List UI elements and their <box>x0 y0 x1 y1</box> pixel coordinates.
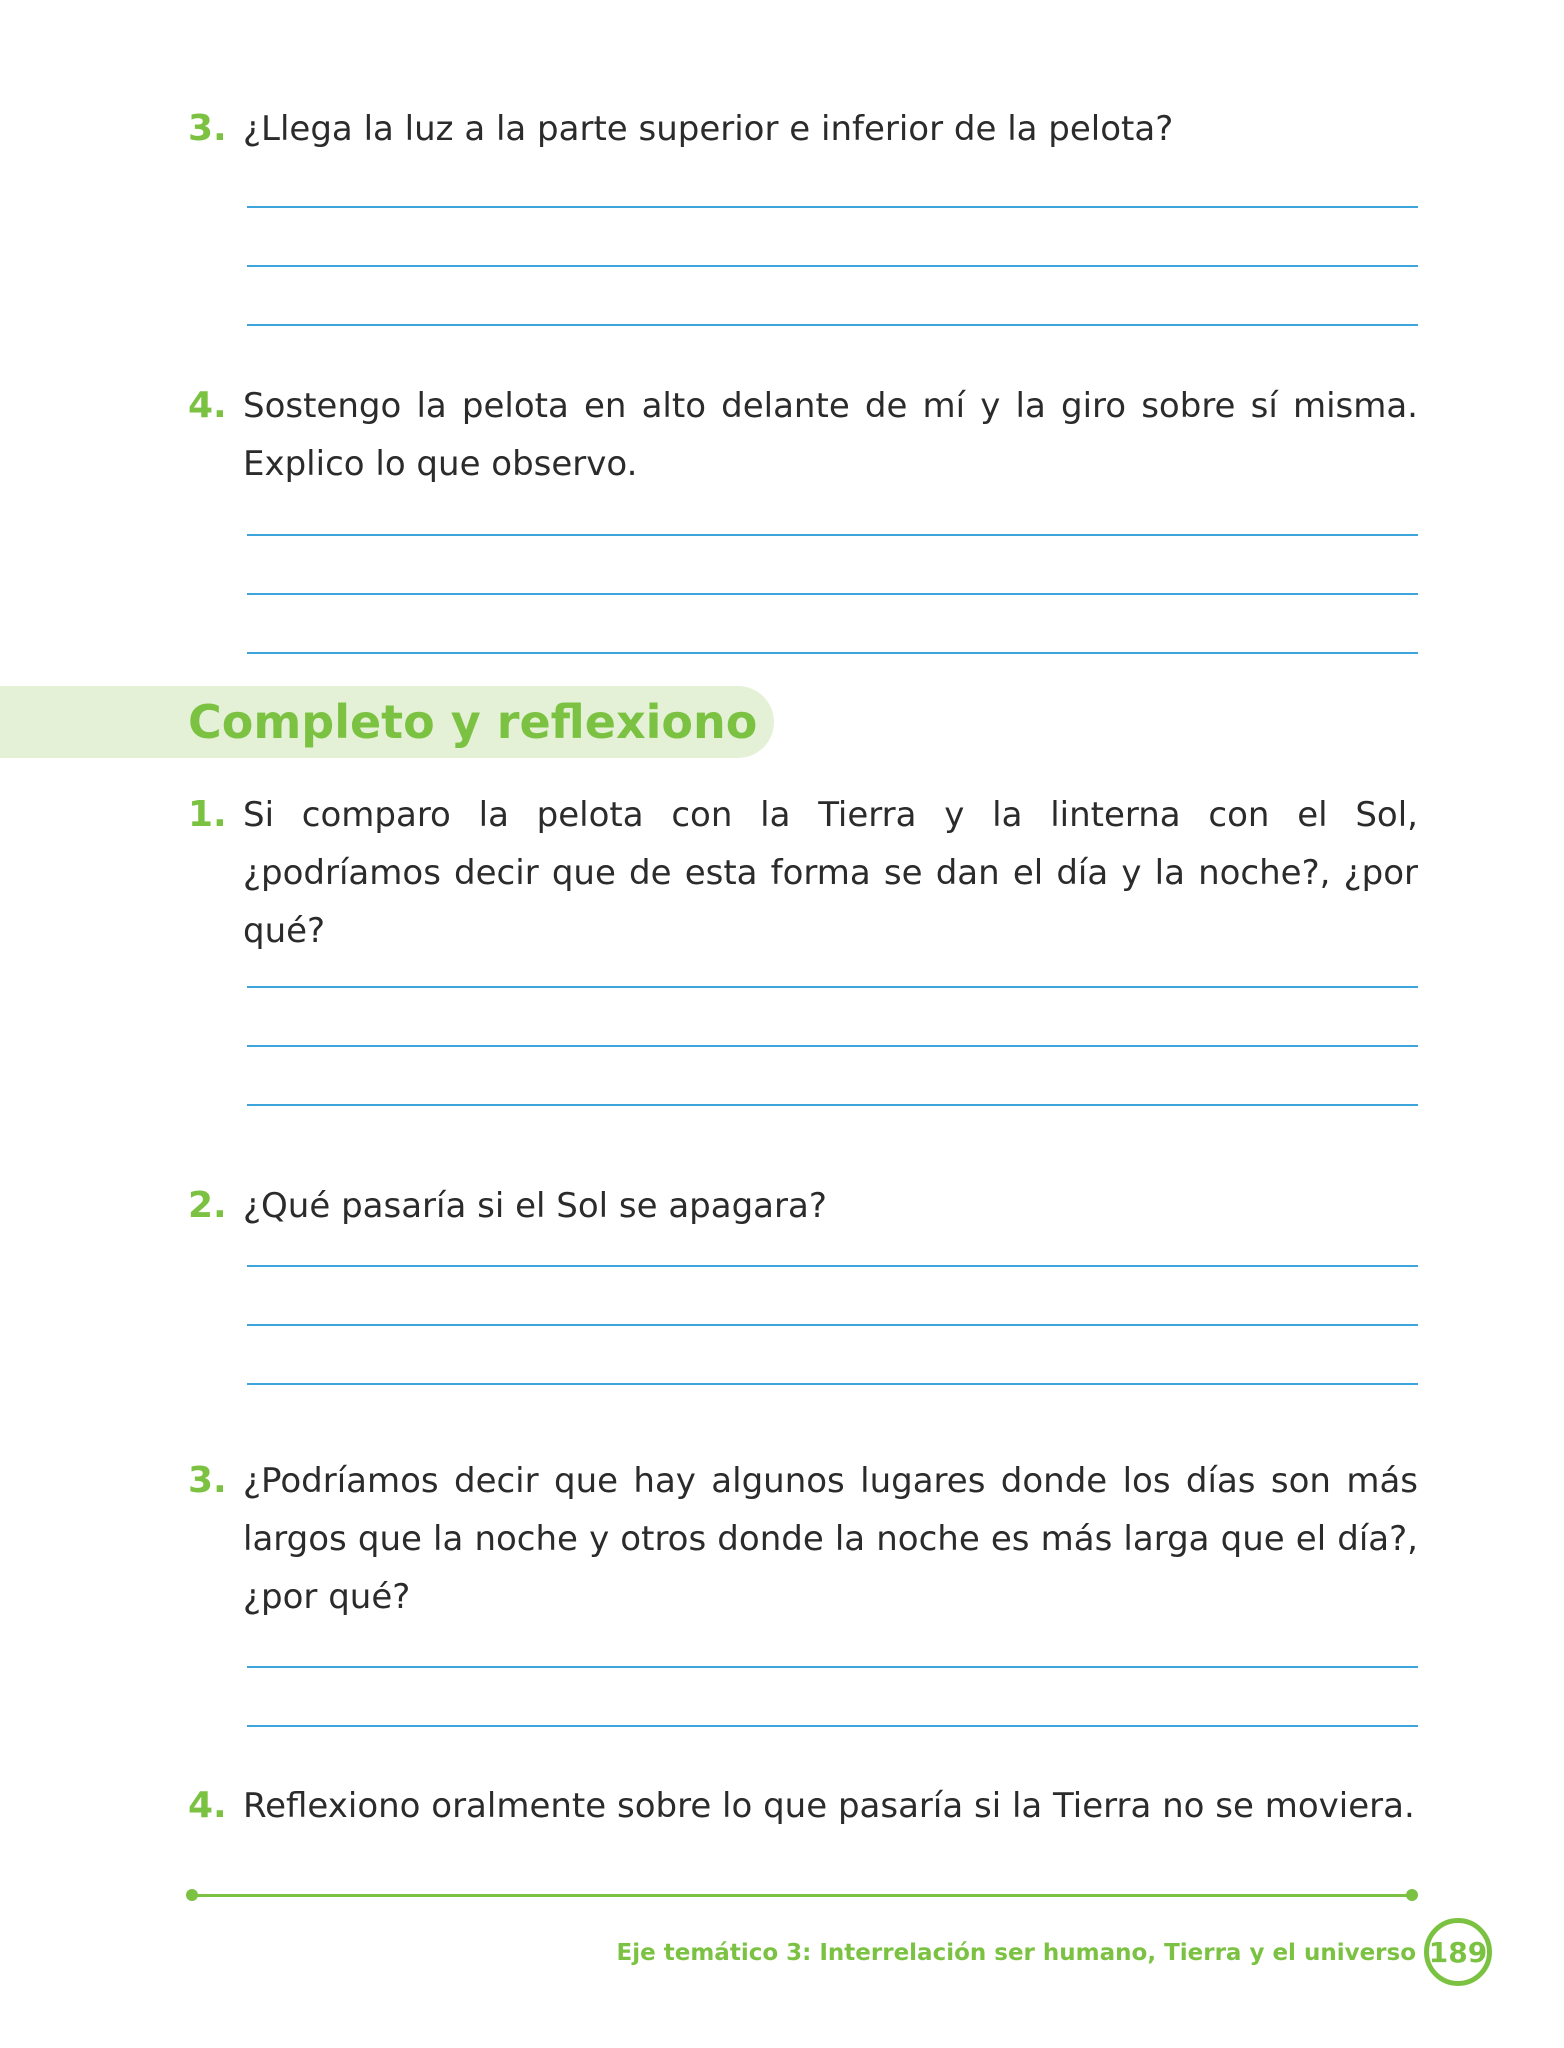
question-number: 2. <box>188 1185 227 1226</box>
answer-line[interactable] <box>247 1265 1418 1267</box>
question-text: Si comparo la pelota con la Tierra y la linterna con el Sol, ¿podríamos decir que de esta forma se dan el día y la noche?, ¿por qué? <box>243 795 1418 951</box>
answer-line[interactable] <box>247 206 1418 208</box>
answer-line[interactable] <box>247 265 1418 267</box>
page-number: 189 <box>1424 1918 1492 1986</box>
question-text: ¿Llega la luz a la parte superior e inferior de la pelota? <box>243 109 1174 149</box>
divider-dot <box>186 1889 198 1901</box>
question-text: Reflexiono oralmente sobre lo que pasaría si la Tierra no se moviera. <box>243 1786 1415 1826</box>
divider-dot <box>1406 1889 1418 1901</box>
footer-divider <box>192 1894 1412 1897</box>
question-number: 1. <box>188 794 227 835</box>
answer-line[interactable] <box>247 1666 1418 1668</box>
answer-line[interactable] <box>247 1104 1418 1106</box>
question-text: ¿Podríamos decir que hay algunos lugares donde los días son más largos que la noche y otros donde la noche es más larga que el día?, ¿por qué? <box>243 1461 1418 1617</box>
question-text: Sostengo la pelota en alto delante de mí y la giro sobre sí misma. Explico lo que observo. <box>243 386 1418 484</box>
answer-line[interactable] <box>247 593 1418 595</box>
question-text: ¿Qué pasaría si el Sol se apagara? <box>243 1186 827 1226</box>
answer-line[interactable] <box>247 1324 1418 1326</box>
answer-line[interactable] <box>247 1383 1418 1385</box>
question-number: 4. <box>188 385 227 426</box>
section-title: Completo y reflexiono <box>188 695 758 749</box>
answer-line[interactable] <box>247 534 1418 536</box>
question-number: 3. <box>188 108 227 149</box>
question-number: 4. <box>188 1785 227 1826</box>
answer-line[interactable] <box>247 1725 1418 1727</box>
answer-line[interactable] <box>247 324 1418 326</box>
answer-line[interactable] <box>247 652 1418 654</box>
footer-caption: Eje temático 3: Interrelación ser humano, Tierra y el universo <box>616 1940 1416 1966</box>
question-number: 3. <box>188 1460 227 1501</box>
answer-line[interactable] <box>247 986 1418 988</box>
answer-line[interactable] <box>247 1045 1418 1047</box>
